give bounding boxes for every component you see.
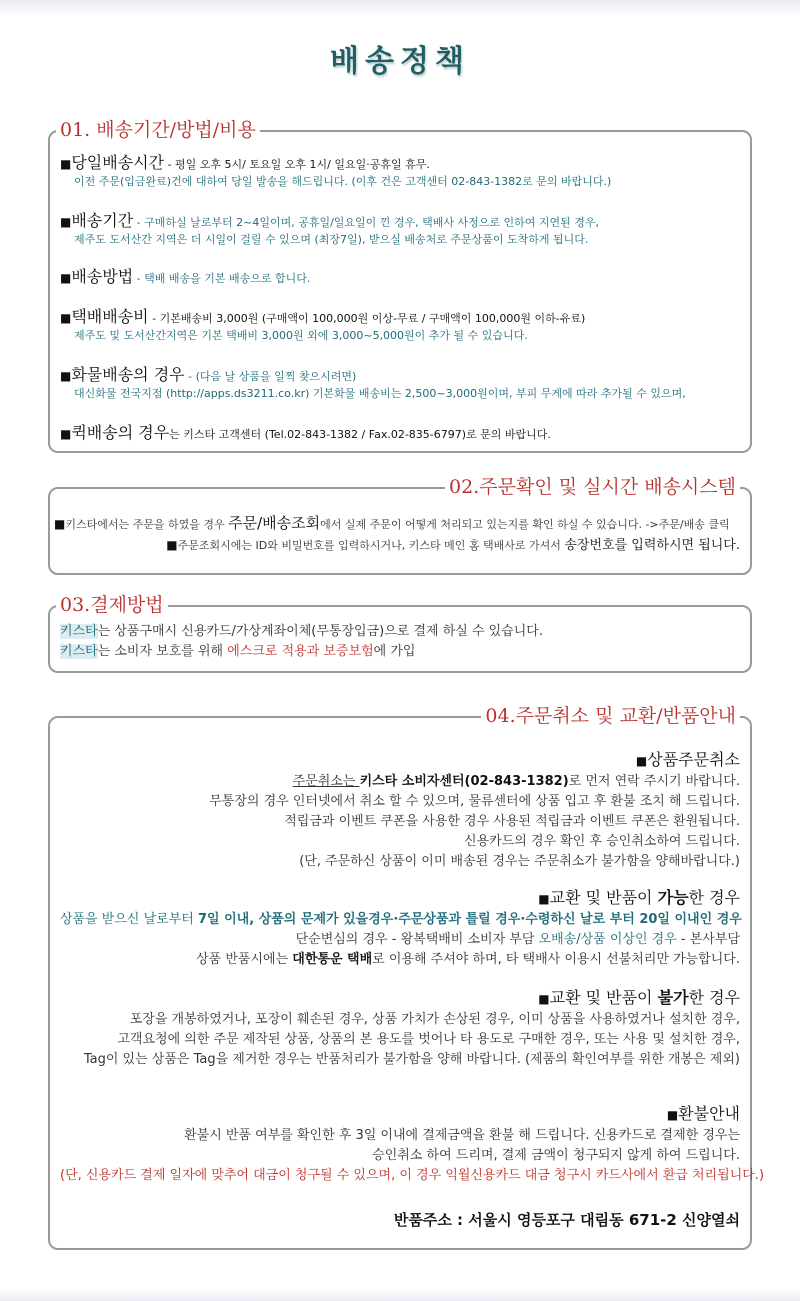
bullet-icon: ■	[666, 1108, 679, 1122]
exchange-possible-block	[60, 888, 740, 970]
bullet-icon: ■	[60, 271, 72, 285]
payment-line-2	[60, 643, 740, 660]
consumer-center-text: 키스타 소비자센터(02-843-1382)	[359, 774, 569, 789]
order-lookup-text: 주문조회시에는 ID와 비밀번호를 입력하시거나, 키스타 메인 홈 택배사로 가셔서	[177, 539, 565, 552]
section-cancel-return	[48, 705, 765, 1250]
courier-name: 대한통운 택배	[292, 952, 373, 967]
bullet-icon: ■	[60, 215, 72, 229]
possible-text: 상품을 받으신 날로부터	[60, 912, 198, 927]
bullet-icon: ■	[60, 427, 72, 441]
cancel-heading: 상품주문취소	[647, 750, 740, 769]
cancel-line-2: 무통장의 경우 인터넷에서 취소 할 수 있으며, 물류센터에 상품 입고 후 환불 조치 해 드립니다.	[209, 794, 740, 809]
cancel-line-4: 신용카드의 경우 확인 후 승인취소하여 드립니다.	[464, 834, 740, 849]
refund-block	[60, 1104, 765, 1186]
period-item	[60, 212, 740, 248]
possible-keyword: 가능	[657, 888, 689, 907]
cancel-text-2: 로 먼저 연락 주시기 바랍니다.	[568, 774, 740, 789]
same-day-text: - 평일 오후 5시/ 토요일 오후 1시/ 일요일·공휴일 휴무.	[164, 158, 430, 171]
bottom-frame	[0, 1289, 800, 1301]
quick-text: 는 키스타 고객센터 (Tel.02-843-1382 / Fax.02-835-6797)로 문의 바랍니다.	[169, 428, 551, 441]
cargo-heading: 화물배송의 경우	[71, 365, 185, 384]
top-frame	[0, 0, 800, 16]
order-check-text-2: 에서 실제 주문이 어떻게 처리되고 있는지를 확인 하실 수 있습니다. ->주문/배송 클릭	[320, 518, 730, 531]
payment-text-3: 에 가입	[373, 644, 416, 659]
method-heading: 배송방법	[71, 267, 134, 286]
order-check-line-2	[60, 537, 740, 554]
refund-line-3b: 이 경우 익월신용카드 대금 청구시 카드사에서 환급 처리됩니다.)	[399, 1168, 765, 1183]
possible-line-3b: 로 이용해 주셔야 하며, 타 택배사 이용시 선불처리만 가능합니다.	[372, 952, 740, 967]
same-day-detail: 이전 주문(입금완료)건에 대하여 당일 발송을 해드립니다. (이후 건은 고객센터 02-843-1382로 문의 바랍니다.)	[74, 175, 612, 188]
same-day-item	[60, 154, 740, 190]
fee-text: - 기본배송비 3,000원 (구매액이 100,000원 이상-무료 / 구매액이 100,000원 이하-유료)	[148, 312, 586, 325]
mis-delivery-text: 오배송/상품 이상인 경우	[538, 932, 677, 947]
section-title-delivery: 01. 배송기간/방법/비용	[56, 119, 260, 141]
payment-text-2: 는 소비자 보호를 위해	[97, 644, 228, 659]
possible-line-3: 상품 반품시에는	[196, 952, 293, 967]
refund-line-3: (단, 신용카드 결제 일자에 맞추어 대금이 청구될 수 있으며,	[60, 1168, 400, 1183]
cancel-text: 주문취소는	[292, 774, 360, 789]
period-text: - 구매하실 날로부터 2~4일이며, 공휴일/일요일이 낀 경우, 택배사 사정으로 인하여 지연된 경우,	[133, 216, 600, 229]
period-heading: 배송기간	[71, 211, 134, 230]
bullet-icon: ■	[166, 538, 178, 552]
method-text: - 택배 배송을 기본 배송으로 합니다.	[133, 272, 311, 285]
bullet-icon: ■	[60, 157, 72, 171]
possible-conditions: 7일 이내, 상품의 문제가 있을경우·주문상품과 틀릴 경우·수령하신 날로 부터 20일 이내인 경우	[197, 912, 742, 927]
impossible-line-1: 포장을 개봉하였거나, 포장이 훼손된 경우, 상품 가치가 손상된 경우, 이미 상품을 사용하였거나 설치한 경우,	[129, 1012, 740, 1027]
quick-item	[60, 424, 740, 443]
possible-line-2b: - 본사부담	[676, 932, 740, 947]
section-payment	[48, 594, 752, 673]
bullet-icon: ■	[60, 369, 72, 383]
return-address: 반품주소 : 서울시 영등포구 대림동 671-2 신양열쇠	[393, 1211, 740, 1229]
cancel-line-3: 적립금과 이벤트 쿠폰을 사용한 경우 사용된 적립금과 이벤트 쿠폰은 환원됩니다.	[284, 814, 740, 829]
cancel-line-5: (단, 주문하신 상품이 이미 배송된 경우는 주문취소가 불가함을 양해바랍니다.)	[299, 854, 740, 869]
brand-name: 키스타	[60, 644, 98, 659]
fee-item	[60, 308, 740, 344]
bullet-icon: ■	[54, 517, 66, 531]
quick-heading: 퀵배송의 경우	[71, 423, 170, 442]
bullet-icon: ■	[635, 754, 648, 768]
impossible-heading: 교환 및 반품이	[549, 988, 658, 1007]
bullet-icon: ■	[538, 892, 550, 906]
possible-heading-2: 한 경우	[688, 888, 740, 907]
cancel-block	[60, 750, 740, 872]
refund-line-1: 환불시 반품 여부를 확인한 후 3일 이내에 결제금액을 환불 해 드립니다. 신용카드로 결제한 경우는	[184, 1128, 740, 1143]
bullet-icon: ■	[538, 992, 550, 1006]
order-check-line-1	[54, 515, 740, 533]
same-day-heading: 당일배송시간	[71, 153, 165, 172]
escrow-text: 에스크로 적용과 보증보험	[227, 644, 374, 659]
payment-line-1	[60, 623, 740, 640]
section-title-cancel-return: 04.주문취소 및 교환/반품안내	[481, 705, 740, 727]
impossible-heading-2: 한 경우	[688, 988, 740, 1007]
possible-heading: 교환 및 반품이	[549, 888, 658, 907]
cargo-text: - (다음 날 상품을 일찍 찾으시려면)	[184, 370, 357, 383]
exchange-impossible-block	[60, 988, 740, 1070]
method-item	[60, 268, 740, 287]
order-lookup-label: 주문/배송조회	[228, 514, 321, 532]
refund-line-2: 승인취소 하여 드리며, 결제 금액이 청구되지 않게 하여 드립니다.	[372, 1148, 740, 1163]
section-delivery-period	[48, 119, 752, 453]
tracking-number-text: 송장번호를 입력하시면 됩니다.	[564, 538, 740, 553]
impossible-line-3: Tag이 있는 상품은 Tag을 제거한 경우는 반품처리가 불가함을 양해 바랍니다. (제품의 확인여부를 위한 개봉은 제외)	[83, 1052, 740, 1067]
section-title-payment: 03.결제방법	[56, 594, 168, 616]
impossible-line-2: 고객요청에 의한 주문 제작된 상품, 상품의 본 용도를 벗어나 타 용도로 구매한 경우, 또는 사용 및 설치한 경우,	[117, 1032, 740, 1047]
payment-text: 는 상품구매시 신용카드/가상계좌이체(무통장입금)으로 결제 하실 수 있습니다.	[97, 624, 543, 639]
page-title: 배송정책	[330, 44, 470, 79]
brand-name: 키스타	[60, 624, 98, 639]
bullet-icon: ■	[60, 311, 72, 325]
period-detail: 제주도 도서산간 지역은 더 시일이 걸릴 수 있으며 (최장7일), 받으실 배송처로 주문상품이 도착하게 됩니다.	[74, 233, 589, 246]
possible-line-2: 단순변심의 경우 - 왕복택배비 소비자 부담	[295, 932, 539, 947]
order-check-text: 키스타에서는 주문을 하였을 경우	[65, 518, 229, 531]
impossible-keyword: 불가	[657, 988, 689, 1007]
refund-heading: 환불안내	[678, 1104, 740, 1123]
section-order-check	[48, 476, 752, 575]
fee-heading: 택배배송비	[71, 307, 149, 326]
cargo-item	[60, 366, 740, 402]
cargo-detail: 대신화물 전국지점 (http://apps.ds3211.co.kr) 기본화물 배송비는 2,500~3,000원이며, 부피 무게에 따라 추가될 수 있으며,	[74, 387, 686, 400]
fee-detail: 제주도 및 도서산간지역은 기본 택배비 3,000원 외에 3,000~5,000원이 추가 될 수 있습니다.	[74, 329, 528, 342]
section-title-order-check: 02.주문확인 및 실시간 배송시스템	[445, 476, 740, 498]
